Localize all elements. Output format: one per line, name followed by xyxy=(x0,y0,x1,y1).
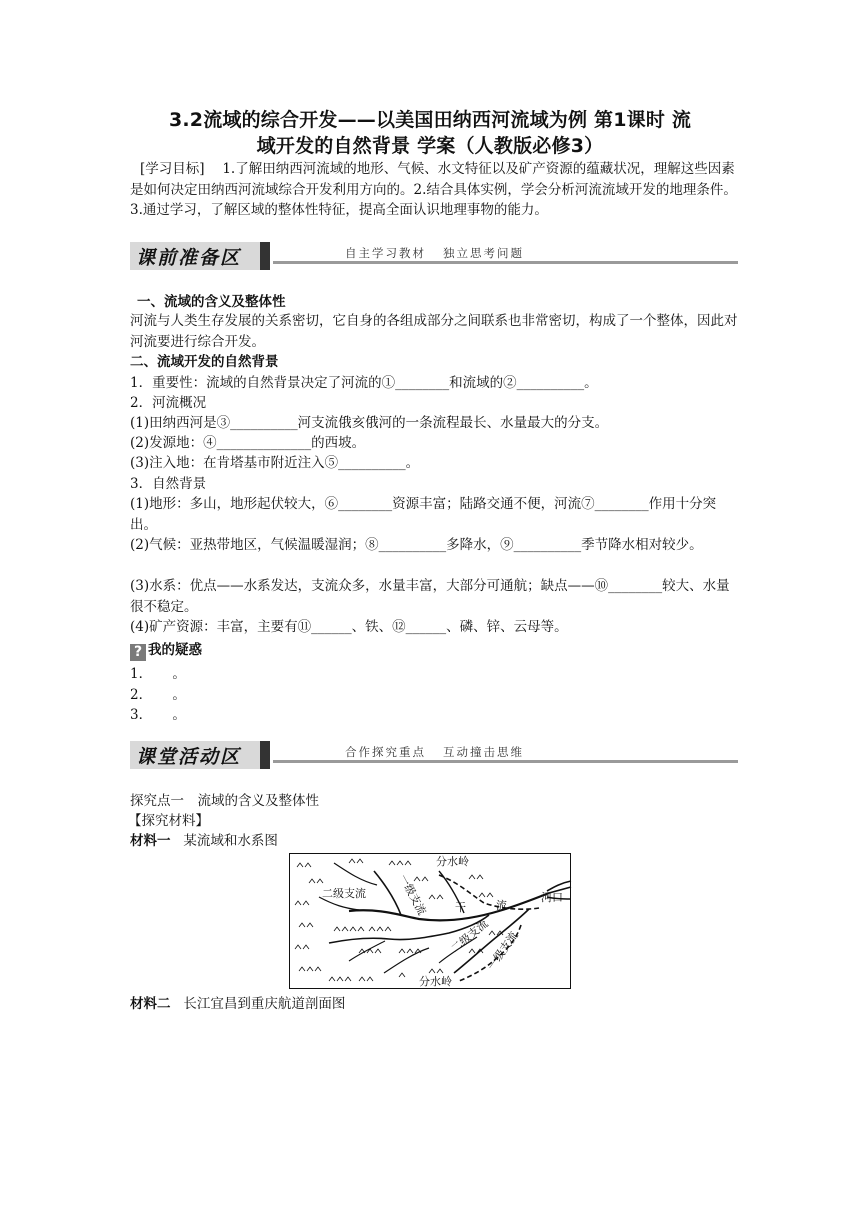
material-2-text: 长江宜昌到重庆航道剖面图 xyxy=(183,996,346,1012)
material-1-caption xyxy=(130,831,740,851)
banner-classroom-section xyxy=(130,738,738,774)
section2-line-4: (2)发源地：④______________的西坡。 xyxy=(130,435,366,451)
learning-objectives: [学习目标] 1.了解田纳西河流域的地形、气候、水文特征以及矿产资源的蕴藏状况，理解这些因素是如何决定田纳西河流域综合开发利用方向的。2.结合具体实例，学会分析河流流域开发的地理条件。3.通过学习，了解区域的整体性特征，提高全面认识地理事物的能力。 xyxy=(130,161,737,218)
explore-point-heading: 探究点一 流域的含义及整体性 xyxy=(130,793,319,809)
doubts-heading-text: 我的疑惑 xyxy=(148,642,202,658)
section2-line-10: (4)矿产资源：丰富，主要有⑪______、铁、⑫______、磷、锌、云母等。 xyxy=(130,619,568,635)
section2-line-2: 2．河流概况 xyxy=(130,395,207,411)
label-divide-top: 分水岭 xyxy=(436,855,469,868)
doubts-heading xyxy=(130,640,740,661)
label-first-tributary-top: 一级支流 xyxy=(396,872,429,918)
section1-body: 河流与人类生存发展的关系密切，它自身的各组成部分之间联系也非常密切，构成了一个整体，因此对河流要进行综合开发。 xyxy=(130,313,738,350)
banner-subtitle: 自主学习教材 独立思考问题 xyxy=(345,246,524,260)
banner-title: 课堂活动区 xyxy=(136,746,242,768)
label-second-tributary-bottom: 二级支流 xyxy=(448,917,491,956)
section2-line-9: (3)水系：优点——水系发达，支流众多，水量丰富，大部分可通航；缺点——⑩________较大、水量很不稳定。 xyxy=(130,578,730,615)
material-1-label: 材料一 xyxy=(130,833,171,849)
section2-line-1: 1．重要性：流域的自然背景决定了河流的①________和流域的②__________。 xyxy=(130,375,598,391)
doubt-item-1: 1． 。 xyxy=(130,666,186,682)
material-2-caption xyxy=(130,994,740,1014)
label-first-tributary-right: 一级支流 xyxy=(484,929,521,973)
document-title xyxy=(122,107,738,159)
banner-title: 课前准备区 xyxy=(136,247,242,269)
label-second-tributary-left: 二级支流 xyxy=(322,887,366,900)
section1-heading: 一、流域的含义及整体性 xyxy=(137,294,286,310)
banner-preview-section xyxy=(130,239,738,275)
doubt-item-3: 3． 。 xyxy=(130,707,186,723)
section2-line-5: (3)注入地：在肯塔基市附近注入⑤__________。 xyxy=(130,455,420,471)
banner-subtitle: 合作探究重点 互动撞击思维 xyxy=(345,745,524,759)
label-main-char-2: 流 xyxy=(496,899,507,912)
material-tag: 【探究材料】 xyxy=(128,813,209,829)
label-river-mouth: 河口 xyxy=(541,891,563,904)
watershed-map xyxy=(289,853,572,990)
section2-line-8: (2)气候：亚热带地区，气候温暖湿润；⑧__________多降水，⑨__________季节降水相对较少。 xyxy=(130,537,703,553)
title-line-2: 域开发的自然背景 学案（人教版必修3） xyxy=(256,135,604,157)
section2-line-7: (1)地形：多山，地形起伏较大，⑥________资源丰富；陆路交通不便，河流⑦________作用十分突出。 xyxy=(130,496,717,533)
label-divide-bottom: 分水岭 xyxy=(419,975,452,988)
material-1-text: 某流域和水系图 xyxy=(183,833,278,849)
section2-line-3: (1)田纳西河是③__________河支流俄亥俄河的一条流程最长、水量最大的分支。 xyxy=(130,415,609,431)
question-icon: ? xyxy=(130,644,146,661)
section2-heading: 二、流域开发的自然背景 xyxy=(130,354,279,370)
section2-line-6: 3．自然背景 xyxy=(130,476,207,492)
title-line-1: 3.2流域的综合开发——以美国田纳西河流域为例 第1课时 流 xyxy=(168,109,692,131)
material-2-label: 材料二 xyxy=(130,996,171,1012)
label-main-char-1: 干 xyxy=(455,901,466,914)
doubt-item-2: 2． 。 xyxy=(130,687,186,703)
